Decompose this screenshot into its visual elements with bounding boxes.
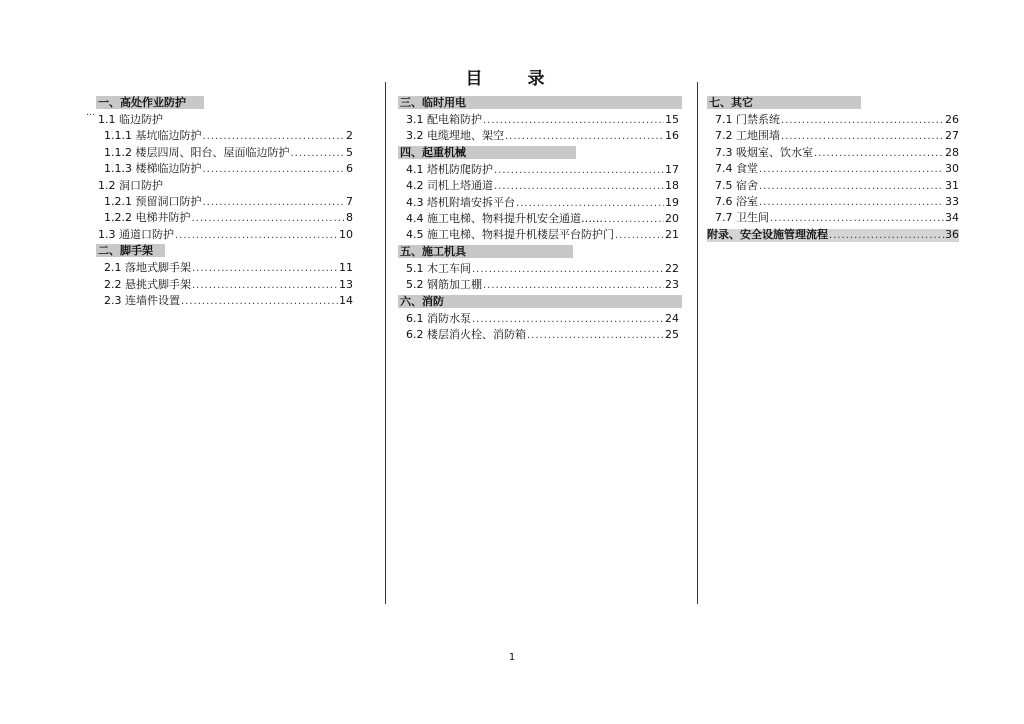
toc-dot-leader bbox=[181, 294, 338, 310]
toc-entry[interactable] bbox=[398, 195, 679, 211]
toc-entry[interactable] bbox=[398, 227, 679, 243]
toc-section-heading: 一、高处作业防护 bbox=[96, 96, 204, 109]
toc-entry-page: 19 bbox=[665, 195, 679, 209]
toc-entry-title: 2.1 落地式脚手架 bbox=[104, 261, 191, 275]
toc-entry[interactable] bbox=[707, 145, 959, 161]
toc-entry-page: 34 bbox=[945, 211, 959, 225]
toc-section-heading: 六、消防 bbox=[398, 295, 682, 308]
toc-section-heading: 四、起重机械 bbox=[398, 146, 576, 159]
page-number: 1 bbox=[508, 652, 516, 663]
toc-entry-title: 6.1 消防水泵 bbox=[406, 311, 471, 325]
toc-dot-leader bbox=[203, 195, 346, 211]
toc-dot-leader bbox=[781, 113, 944, 129]
toc-entry-page: 18 bbox=[665, 179, 679, 193]
toc-entry-title: 7.6 浴室 bbox=[715, 194, 758, 208]
toc-entry[interactable] bbox=[707, 161, 959, 177]
toc-entry[interactable] bbox=[398, 277, 679, 293]
toc-entry[interactable] bbox=[96, 145, 353, 161]
toc-section-heading: 三、临时用电 bbox=[398, 96, 682, 109]
toc-entry[interactable] bbox=[398, 178, 679, 194]
toc-entry-page: 11 bbox=[339, 261, 353, 275]
toc-entry-title: 1.1.3 楼梯临边防护 bbox=[104, 162, 202, 176]
toc-dot-leader bbox=[494, 179, 664, 195]
toc-dot-leader bbox=[759, 162, 944, 178]
toc-entry[interactable] bbox=[96, 227, 353, 243]
toc-entry[interactable] bbox=[398, 311, 679, 327]
toc-entry[interactable] bbox=[96, 210, 353, 226]
toc-entry-page: 8 bbox=[346, 211, 353, 225]
toc-dot-leader bbox=[759, 179, 944, 195]
toc-entry[interactable] bbox=[398, 112, 679, 128]
toc-entry[interactable] bbox=[96, 194, 353, 210]
toc-entry-title: 7.3 吸烟室、饮水室 bbox=[715, 145, 813, 159]
toc-dot-leader bbox=[829, 228, 944, 244]
toc-dot-leader bbox=[483, 113, 664, 129]
toc-section-heading: 五、施工机具 bbox=[398, 245, 573, 258]
ellipsis-marker: … bbox=[86, 108, 95, 118]
toc-entry-page: 27 bbox=[945, 129, 959, 143]
toc-entry[interactable] bbox=[96, 128, 353, 144]
toc-entry[interactable] bbox=[707, 194, 959, 210]
toc-entry-title: 3.2 电缆埋地、架空 bbox=[406, 129, 504, 143]
toc-section-heading: 七、其它 bbox=[707, 96, 861, 109]
toc-entry-page: 26 bbox=[945, 113, 959, 126]
toc-entry[interactable] bbox=[96, 260, 353, 276]
toc-column-1 bbox=[96, 95, 353, 309]
toc-entry-title: 4.3 塔机附墙安拆平台 bbox=[406, 195, 515, 209]
toc-entry-title: 7.7 卫生间 bbox=[715, 211, 769, 225]
toc-entry-title: 7.1 门禁系统 bbox=[715, 113, 780, 126]
toc-dot-leader bbox=[192, 261, 338, 277]
toc-entry-title: 附录、安全设施管理流程 bbox=[707, 227, 828, 241]
toc-entry[interactable] bbox=[707, 112, 959, 128]
column-divider-left bbox=[385, 82, 386, 604]
toc-entry[interactable] bbox=[398, 327, 679, 343]
toc-entry[interactable] bbox=[398, 261, 679, 277]
toc-entry[interactable] bbox=[96, 112, 353, 128]
page-title: 目 录 bbox=[465, 69, 559, 89]
toc-entry-title: 1.1.1 基坑临边防护 bbox=[104, 129, 202, 143]
toc-dot-leader bbox=[472, 312, 664, 328]
toc-entry-page: 2 bbox=[346, 129, 353, 143]
toc-entry-title: 2.2 悬挑式脚手架 bbox=[104, 277, 191, 291]
toc-column-2 bbox=[398, 95, 679, 343]
toc-dot-leader bbox=[516, 196, 664, 212]
toc-entry-title: 6.2 楼层消火栓、消防箱 bbox=[406, 327, 526, 341]
toc-dot-leader bbox=[472, 262, 664, 278]
toc-entry-page: 24 bbox=[665, 311, 679, 325]
toc-entry-title: 1.2 洞口防护 bbox=[98, 178, 163, 192]
toc-entry[interactable] bbox=[707, 128, 959, 144]
toc-dot-leader bbox=[781, 129, 944, 145]
toc-entry-title: 1.1.2 楼层四周、阳台、屋面临边防护 bbox=[104, 145, 290, 159]
toc-entry-page: 36 bbox=[945, 227, 959, 241]
toc-entry-title: 4.5 施工电梯、物料提升机楼层平台防护门 bbox=[406, 228, 614, 242]
toc-entry-title: 7.5 宿舍 bbox=[715, 178, 758, 192]
toc-entry-page: 30 bbox=[945, 162, 959, 176]
toc-section-heading: 二、脚手架 bbox=[96, 244, 165, 257]
toc-entry-title: 1.1 临边防护 bbox=[98, 113, 163, 126]
toc-dot-leader bbox=[615, 228, 664, 244]
toc-dot-leader bbox=[203, 129, 346, 145]
toc-dot-leader bbox=[770, 211, 944, 227]
toc-entry-page: 14 bbox=[339, 293, 353, 307]
toc-entry-page: 28 bbox=[945, 145, 959, 159]
column-divider-right bbox=[697, 82, 698, 604]
toc-entry-page: 6 bbox=[346, 162, 353, 176]
toc-entry[interactable] bbox=[96, 293, 353, 309]
toc-entry-page: 22 bbox=[665, 261, 679, 275]
toc-dot-leader bbox=[290, 146, 345, 162]
toc-entry-page: 25 bbox=[665, 327, 679, 341]
toc-entry-title: 4.4 施工电梯、物料提升机安全通道…… bbox=[406, 211, 603, 225]
toc-dot-leader bbox=[505, 129, 664, 145]
toc-entry-title: 7.4 食堂 bbox=[715, 162, 758, 176]
toc-entry-page: 17 bbox=[665, 162, 679, 176]
toc-dot-leader bbox=[175, 228, 338, 244]
toc-entry[interactable] bbox=[398, 128, 679, 144]
toc-entry-title: 1.3 通道口防护 bbox=[98, 227, 174, 241]
toc-entry[interactable] bbox=[398, 211, 679, 227]
toc-dot-leader bbox=[604, 212, 664, 228]
toc-entry-title: 4.2 司机上塔通道 bbox=[406, 179, 493, 193]
toc-dot-leader bbox=[759, 195, 944, 211]
toc-entry-title: 1.2.1 预留洞口防护 bbox=[104, 194, 202, 208]
toc-entry-page: 10 bbox=[339, 227, 353, 241]
toc-dot-leader bbox=[192, 211, 346, 227]
toc-entry-title: 5.1 木工车间 bbox=[406, 261, 471, 275]
toc-entry-title: 2.3 连墙件设置 bbox=[104, 293, 180, 307]
toc-entry[interactable] bbox=[707, 178, 959, 194]
toc-entry[interactable] bbox=[96, 178, 353, 194]
toc-entry-page: 31 bbox=[945, 178, 959, 192]
toc-dot-leader bbox=[494, 163, 664, 179]
toc-entry-page: 20 bbox=[665, 211, 679, 225]
toc-entry-title: 4.1 塔机防爬防护 bbox=[406, 162, 493, 176]
toc-appendix-entry[interactable] bbox=[707, 227, 959, 243]
toc-entry-title: 7.2 工地围墙 bbox=[715, 129, 780, 143]
toc-entry-page: 5 bbox=[346, 145, 353, 159]
toc-entry-page: 23 bbox=[665, 278, 679, 292]
toc-entry-page: 16 bbox=[665, 129, 679, 143]
toc-entry-page: 21 bbox=[665, 228, 679, 242]
toc-dot-leader bbox=[203, 162, 346, 178]
toc-entry-page: 15 bbox=[665, 113, 679, 126]
toc-entry[interactable] bbox=[96, 277, 353, 293]
toc-dot-leader bbox=[527, 328, 664, 344]
toc-entry-title: 1.2.2 电梯井防护 bbox=[104, 211, 191, 225]
toc-dot-leader bbox=[483, 278, 664, 294]
toc-dot-leader bbox=[814, 146, 944, 162]
toc-entry-page: 33 bbox=[945, 194, 959, 208]
toc-entry[interactable] bbox=[96, 161, 353, 177]
toc-entry-page: 7 bbox=[346, 194, 353, 208]
toc-entry[interactable] bbox=[398, 162, 679, 178]
toc-column-3 bbox=[707, 95, 959, 243]
toc-entry-title: 3.1 配电箱防护 bbox=[406, 113, 482, 126]
toc-entry[interactable] bbox=[707, 210, 959, 226]
toc-entry-page: 13 bbox=[339, 277, 353, 291]
toc-entry-title: 5.2 钢筋加工棚 bbox=[406, 278, 482, 292]
toc-dot-leader bbox=[192, 278, 338, 294]
